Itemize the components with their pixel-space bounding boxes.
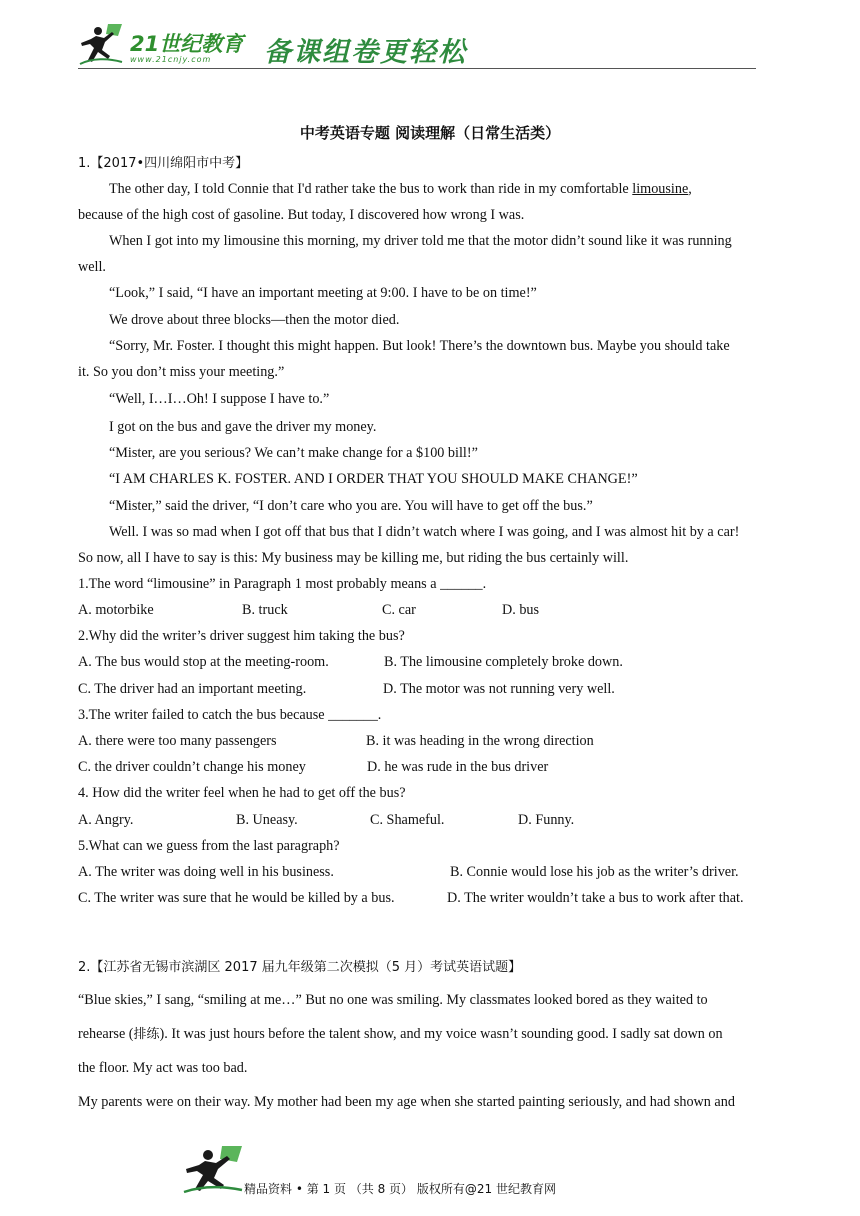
answer-option: C. The writer was sure that he would be killed by a bus. — [78, 890, 395, 906]
q2-passage-line4: My parents were on their way. My mother had been my age when she started painting seriously, and had shown and — [78, 1094, 735, 1110]
question-stem: 3.The writer failed to catch the bus because _______. — [78, 707, 382, 723]
brand-url: www.21cnjy.com — [130, 55, 212, 64]
question-stem: 1.The word “limousine” in Paragraph 1 most probably means a ______. — [78, 576, 487, 592]
page-footer: 精品资料 • 第 1 页 （共 8 页） 版权所有@21 世纪教育网 — [244, 1182, 556, 1196]
page-header — [78, 22, 756, 70]
answer-option: A. The bus would stop at the meeting-room. — [78, 654, 329, 670]
answer-option: D. he was rude in the bus driver — [367, 759, 549, 775]
answer-option: A. motorbike — [78, 602, 154, 618]
running-figure-footer-icon — [182, 1144, 244, 1194]
answer-option: C. car — [382, 602, 416, 618]
q1-passage-p8: “Mister, are you serious? We can’t make change for a $100 bill!” — [109, 445, 478, 461]
q1-passage-p3: “Look,” I said, “I have an important meeting at 9:00. I have to be on time!” — [109, 285, 537, 301]
answer-option: D. Funny. — [518, 812, 575, 828]
q2-passage-line2: rehearse (排练). It was just hours before the talent show, and my voice wasn’t sounding good. I sadly sat down on — [78, 1026, 723, 1042]
answer-option: A. there were too many passengers — [78, 733, 277, 749]
q1-passage-p5-line1: “Sorry, Mr. Foster. I thought this might happen. But look! There’s the downtown bus. Maybe you should take — [109, 338, 730, 354]
q2-source: 2.【江苏省无锡市滨湖区 2017 届九年级第二次模拟（5 月）考试英语试题】 — [78, 960, 522, 975]
q1-passage-p11-line2: So now, all I have to say is this: My business may be killing me, but riding the bus certainly will. — [78, 550, 629, 566]
q2-passage-line3: the floor. My act was too bad. — [78, 1060, 248, 1076]
header-divider — [78, 68, 756, 69]
answer-option: B. it was heading in the wrong direction — [366, 733, 594, 749]
answer-option: B. truck — [242, 602, 288, 618]
question-stem: 2.Why did the writer’s driver suggest him taking the bus? — [78, 628, 405, 644]
q1-passage-p1-line2: because of the high cost of gasoline. But today, I discovered how wrong I was. — [78, 207, 525, 223]
q1-passage-p4: We drove about three blocks—then the motor died. — [109, 312, 400, 328]
question-stem: 5.What can we guess from the last paragraph? — [78, 838, 340, 854]
answer-option: C. Shameful. — [370, 812, 445, 828]
answer-option: A. The writer was doing well in his business. — [78, 864, 334, 880]
document-title: 中考英语专题 阅读理解（日常生活类） — [299, 124, 561, 142]
running-figure-logo-icon — [78, 22, 124, 66]
answer-option: C. the driver couldn’t change his money — [78, 759, 306, 775]
answer-option: B. Uneasy. — [236, 812, 298, 828]
q1-passage-p1-line1: The other day, I told Connie that I'd rather take the bus to work than ride in my comfortable limousine, — [109, 181, 692, 197]
q1-passage-p2-line1: When I got into my limousine this morning, my driver told me that the motor didn’t sound like it was running — [109, 233, 732, 249]
q1-passage-p10: “Mister,” said the driver, “I don’t care who you are. You will have to get off the bus.” — [109, 498, 593, 514]
answer-option: C. The driver had an important meeting. — [78, 681, 307, 697]
underlined-word: limousine — [632, 181, 689, 197]
q1-passage-p2-line2: well. — [78, 259, 106, 275]
answer-option: D. The writer wouldn’t take a bus to work after that. — [447, 890, 744, 906]
q1-passage-p6: “Well, I…I…Oh! I suppose I have to.” — [109, 391, 330, 407]
q1-source: 1.【2017•四川绵阳市中考】 — [78, 156, 249, 171]
answer-option: B. The limousine completely broke down. — [384, 654, 623, 670]
brand-name: 21世纪教育 — [130, 32, 244, 56]
q1-passage-p7: I got on the bus and gave the driver my money. — [109, 419, 377, 435]
q2-passage-line1: “Blue skies,” I sang, “smiling at me…” But no one was smiling. My classmates looked bored as they waited to — [78, 992, 708, 1008]
answer-option: B. Connie would lose his job as the writer’s driver. — [450, 864, 739, 880]
answer-option: A. Angry. — [78, 812, 134, 828]
header-slogan: 备课组卷更轻松 — [264, 37, 467, 68]
q1-passage-p5-line2: it. So you don’t miss your meeting.” — [78, 364, 285, 380]
answer-option: D. The motor was not running very well. — [383, 681, 615, 697]
question-stem: 4. How did the writer feel when he had to get off the bus? — [78, 785, 406, 801]
q1-passage-p11-line1: Well. I was so mad when I got off that bus that I didn’t watch where I was going, and I was almost hit by a car! — [109, 524, 740, 540]
q1-passage-p9: “I AM CHARLES K. FOSTER. AND I ORDER THAT YOU SHOULD MAKE CHANGE!” — [109, 471, 638, 487]
answer-option: D. bus — [502, 602, 540, 618]
